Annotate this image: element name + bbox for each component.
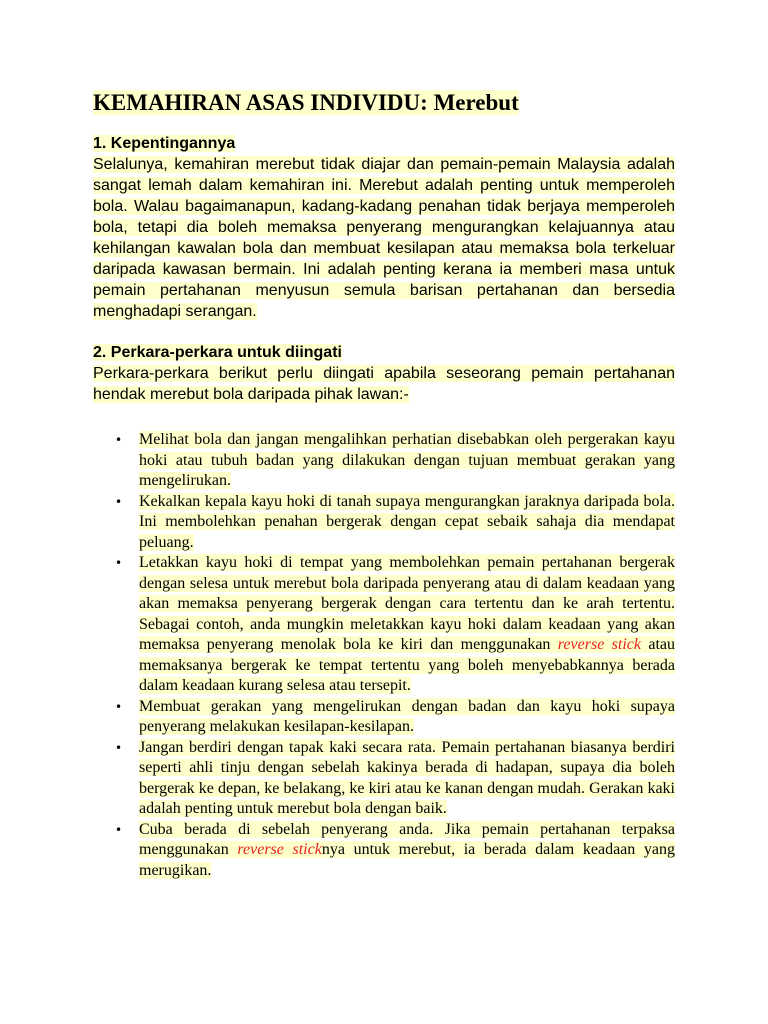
section-paragraph [93, 154, 675, 322]
bullet-item [93, 738, 675, 820]
bullet-dot-icon: • [115, 433, 123, 447]
bullet-text: Kekalkan kepala kayu hoki di tanah supaya mengurangkan jaraknya daripada bola. Ini membolehkan penahan bergerak dengan cepat sebaik sahaja dia mendapat peluang. [139, 492, 675, 551]
bullet-dot-icon: • [115, 822, 123, 837]
reverse-stick-emphasis: reverse stick [557, 636, 641, 653]
section-heading-text: 1. Kepentingannya [93, 135, 236, 152]
bullet-text [139, 821, 675, 879]
section-paragraph [93, 363, 675, 405]
bullet-text-post: nya untuk merebut, ia berada dalam keadaan yang merugikan. [139, 841, 676, 879]
bullet-text-pre: Letakkan kayu hoki di tempat yang membolehkan pemain pertahanan bergerak dengan selesa untuk merebut bola daripada penyerang atau di dalam keadaan yang akan memaksa penyerang bergerak dengan cara tertentu dan ke arah tertentu. Sebagai contoh, anda mungkin meletakkan kayu hoki dalam keadaan yang akan memaksa penyerang menolak bola ke kiri dan menggunakan [139, 554, 675, 653]
section-paragraph-text: Perkara-perkara berikut perlu diingati apabila seseorang pemain pertahanan hendak merebut bola daripada pihak lawan:- [93, 365, 675, 403]
bullet-item [93, 553, 675, 697]
section-spacer [93, 322, 675, 343]
section-heading [93, 134, 675, 154]
bullet-text: Melihat bola dan jangan mengalihkan perhatian disebabkan oleh pergerakan kayu hoki atau tubuh badan yang dilakukan dengan tujuan membuat gerakan yang mengelirukan. [139, 431, 675, 489]
section-heading-text: 2. Perkara-perkara untuk diingati [93, 344, 342, 361]
page-title [93, 88, 675, 118]
title-text: KEMAHIRAN ASAS INDIVIDU: Merebut [93, 90, 519, 115]
bullet-dot-icon: • [115, 699, 123, 714]
bullet-dot-icon: • [115, 494, 123, 509]
section-paragraph-text: Selalunya, kemahiran merebut tidak diajar dan pemain-pemain Malaysia adalah sangat lemah dalam kemahiran ini. Merebut adalah penting untuk memperoleh bola. Walau bagaimanapun, kadang-kadang penahan tidak berjaya memperoleh bola, tetapi dia boleh memaksa penyerang mengurangkan kelajuannya atau kehilangan kawalan bola dan membuat kesilapan atau memaksa bola terkeluar daripada kawasan bermain. Ini adalah penting kerana ia memberi masa untuk pemain pertahanan menyusun semula barisan pertahanan dan bersedia menghadapi serangan. [93, 156, 675, 320]
section-heading [93, 343, 675, 363]
reverse-stick-emphasis: reverse stick [237, 841, 322, 858]
bullet-text-post: atau memaksanya bergerak ke tempat tertentu yang boleh menyebabkannya berada dalam keadaan kurang selesa atau tersepit. [139, 636, 675, 694]
bullet-text [139, 554, 675, 694]
bullet-item [93, 820, 675, 882]
bullet-item [93, 492, 675, 554]
section-importance [93, 134, 675, 322]
bullet-item [93, 430, 675, 492]
bullet-dot-icon: • [115, 556, 123, 570]
section-things-to-remember [93, 343, 675, 405]
bullet-item [93, 697, 675, 738]
bullet-text: Membuat gerakan yang mengelirukan dengan badan dan kayu hoki supaya penyerang melakukan kesilapan-kesilapan. [139, 697, 675, 735]
bullet-list [93, 430, 675, 881]
bullet-dot-icon: • [115, 740, 123, 755]
bullet-text: Jangan berdiri dengan tapak kaki secara rata. Pemain pertahanan biasanya berdiri seperti ahli tinju dengan sebelah kakinya berada di hadapan, supaya dia boleh bergerak ke depan, ke belakang, ke kiri atau ke kanan dengan mudah. Gerakan kaki adalah penting untuk merebut bola dengan baik. [139, 738, 675, 817]
bullet-text-pre: Cuba berada di sebelah penyerang anda. Jika pemain pertahanan terpaksa menggunakan [139, 820, 675, 858]
